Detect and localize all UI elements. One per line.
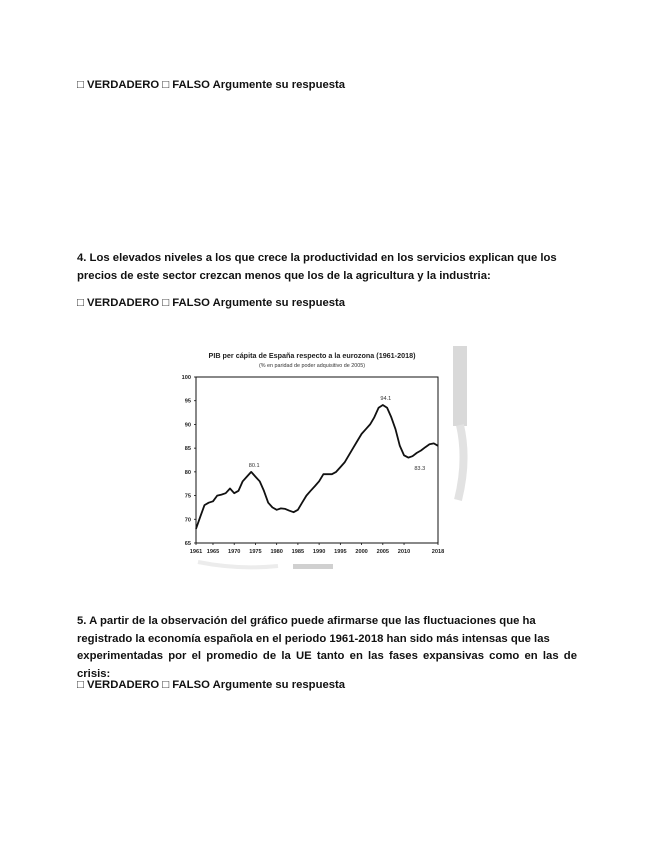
x-tick-label: 1980 (270, 549, 283, 555)
x-tick-label: 2005 (376, 549, 390, 555)
data-label: 94.1 (380, 395, 392, 402)
series-line-gdp-ratio (196, 405, 438, 529)
y-tick-label: 75 (184, 493, 191, 500)
x-axis-ticks (190, 543, 444, 555)
y-tick-label: 95 (184, 398, 191, 405)
q5-question-line-1: 5. A partir de la observación del gráfico puede afirmarse que las fluctuaciones que ha (77, 615, 536, 627)
plot-frame (196, 377, 438, 543)
q5-question-line-3: experimentadas por el promedio de la UE tanto en las fases expansivas como en las de crisis: (77, 650, 577, 680)
x-tick-label: 2000 (355, 549, 368, 555)
data-annotations (249, 396, 425, 472)
q3-options: □ VERDADERO □ FALSO Argumente su respuesta (77, 79, 346, 91)
y-axis-ticks (182, 375, 196, 547)
x-tick-label: 1975 (249, 549, 262, 555)
y-tick-label: 100 (181, 375, 191, 381)
scan-artifact-bottom-curve (198, 562, 278, 567)
x-tick-label: 2010 (397, 549, 411, 555)
x-tick-label: 1965 (206, 549, 220, 555)
gdp-chart-figure (168, 340, 468, 570)
scan-artifact-right (453, 346, 467, 426)
y-tick-label: 80 (184, 469, 191, 476)
y-tick-label: 70 (184, 517, 191, 524)
y-tick-label: 65 (184, 541, 191, 547)
chart-subtitle: (% en paridad de poder adquisitivo de 2005) (258, 363, 366, 369)
y-tick-label: 90 (184, 422, 191, 429)
data-label: 83.3 (414, 466, 426, 473)
y-tick-label: 85 (184, 446, 191, 453)
x-tick-label: 2018 (431, 549, 445, 555)
gdp-chart (168, 340, 468, 570)
x-tick-label: 1990 (312, 549, 326, 555)
q5-question (77, 613, 577, 683)
q5-options: □ VERDADERO □ FALSO Argumente su respuesta (77, 679, 346, 691)
chart-title: PIB per cápita de España respecto a la eurozona (1961-2018) (208, 351, 416, 360)
x-tick-label: 1985 (291, 549, 305, 555)
scan-artifact-curve (458, 425, 464, 500)
q4-question-line-2: precios de este sector crezcan menos que los de la agricultura y la industria: (77, 269, 491, 282)
scan-artifact-bottom (293, 564, 333, 569)
x-tick-label: 1995 (334, 549, 347, 555)
q5-question-line-2: registrado la economía española en el periodo 1961-2018 han sido más intensas que las (77, 632, 550, 645)
x-tick-label: 1961 (189, 549, 203, 555)
q4-question (77, 250, 577, 285)
q4-options: □ VERDADERO □ FALSO Argumente su respuesta (77, 297, 346, 309)
x-tick-label: 1970 (227, 549, 241, 555)
data-label: 80.1 (248, 462, 260, 469)
q4-question-line-1: 4. Los elevados niveles a los que crece la productividad en los servicios explican que los (77, 252, 557, 264)
